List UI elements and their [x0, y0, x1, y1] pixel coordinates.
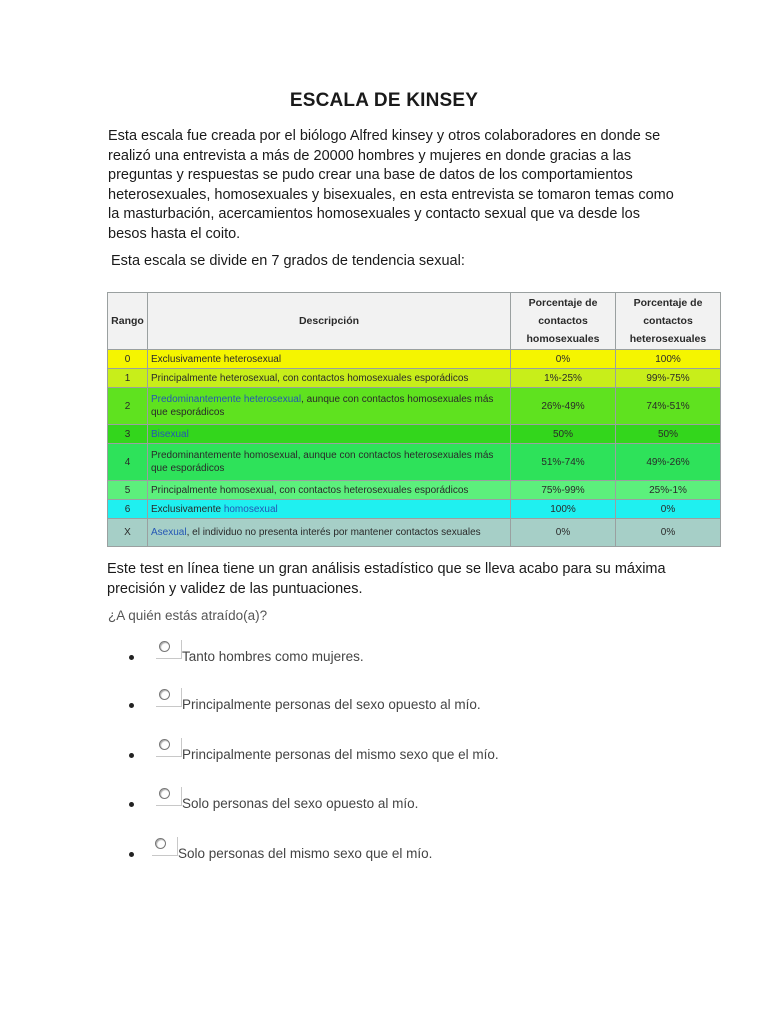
cell-rango: X [108, 519, 148, 547]
cell-descripcion [148, 500, 511, 519]
radio-button[interactable] [156, 787, 182, 806]
cell-rango: 1 [108, 369, 148, 388]
option-label: Principalmente personas del mismo sexo que el mío. [182, 747, 499, 762]
list-item [0, 796, 600, 820]
cell-rango: 3 [108, 425, 148, 444]
kinsey-table [107, 292, 721, 547]
radio-circle-icon [159, 788, 170, 799]
table-row [108, 519, 721, 547]
bullet-icon [129, 802, 134, 807]
desc-link[interactable]: homosexual [223, 503, 278, 515]
grades-paragraph: Esta escala se divide en 7 grados de tendencia sexual: [111, 253, 465, 269]
desc-link[interactable]: Asexual [151, 527, 187, 538]
header-rango: Rango [108, 293, 148, 350]
after-table-paragraph: Este test en línea tiene un gran análisis estadístico que se lleva acabo para su máxima precisión y validez de las puntuaciones. [107, 561, 666, 597]
option-label: Principalmente personas del sexo opuesto al mío. [182, 697, 481, 712]
desc-text: , el individuo no presenta interés por mantener contactos sexuales [186, 527, 481, 538]
desc-text: , aunque con contactos homosexuales más que esporádicos [151, 394, 494, 418]
desc-text: Principalmente homosexual, con contactos heterosexuales esporádicos [151, 484, 469, 496]
cell-homo: 100% [511, 500, 616, 519]
intro-paragraph: Esta escala fue creada por el biólogo Alfred kinsey y otros colaboradores en donde se realizó una entrevista a más de 20000 hombres y mujeres en donde gracias a las preguntas y respuestas se pudo crear una base de datos de los comportamientos heterosexuales, homosexuales y bisexuales, en esta entrevista se tomaron temas como la masturbación, acercamientos homosexuales y contacto sexual que va desde los besos hasta el coito. [108, 128, 674, 242]
document-title: ESCALA DE KINSEY [289, 90, 479, 111]
radio-button[interactable] [152, 837, 178, 856]
cell-rango: 2 [108, 388, 148, 425]
desc-link[interactable]: Bisexual [151, 428, 189, 440]
cell-descripcion [148, 481, 511, 500]
header-hetero: Porcentaje de contactos heterosexuales [616, 293, 721, 350]
cell-homo: 75%-99% [511, 481, 616, 500]
table-row [108, 369, 721, 388]
cell-homo: 50% [511, 425, 616, 444]
radio-circle-icon [159, 739, 170, 750]
cell-hetero: 74%-51% [616, 388, 721, 425]
cell-homo: 26%-49% [511, 388, 616, 425]
option-label: Solo personas del mismo sexo que el mío. [178, 846, 433, 861]
radio-button[interactable] [156, 688, 182, 707]
bullet-icon [129, 852, 134, 857]
option-label: Tanto hombres como mujeres. [182, 649, 364, 664]
cell-hetero: 100% [616, 350, 721, 369]
table-row [108, 500, 721, 519]
cell-rango: 4 [108, 444, 148, 481]
table-row [108, 388, 721, 425]
quiz-question: ¿A quién estás atraído(a)? [108, 608, 268, 623]
desc-text: Predominantemente homosexual, aunque con contactos heterosexuales más que esporádicos [151, 450, 494, 474]
cell-hetero: 0% [616, 500, 721, 519]
cell-descripcion [148, 444, 511, 481]
cell-hetero: 0% [616, 519, 721, 547]
table-row [108, 481, 721, 500]
list-item [0, 747, 600, 771]
cell-descripcion [148, 388, 511, 425]
cell-rango: 6 [108, 500, 148, 519]
cell-hetero: 25%-1% [616, 481, 721, 500]
radio-circle-icon [159, 689, 170, 700]
radio-button[interactable] [156, 738, 182, 757]
list-item [0, 697, 600, 721]
radio-circle-icon [159, 641, 170, 652]
list-item [0, 649, 600, 673]
table-row [108, 425, 721, 444]
cell-hetero: 50% [616, 425, 721, 444]
bullet-icon [129, 655, 134, 660]
cell-rango: 0 [108, 350, 148, 369]
list-item [0, 846, 600, 870]
bullet-icon [129, 753, 134, 758]
desc-text: Exclusivamente heterosexual [151, 353, 282, 365]
cell-descripcion [148, 425, 511, 444]
cell-homo: 0% [511, 350, 616, 369]
cell-descripcion [148, 350, 511, 369]
table-row [108, 350, 721, 369]
cell-rango: 5 [108, 481, 148, 500]
header-descripcion: Descripción [148, 293, 511, 350]
cell-descripcion [148, 519, 511, 547]
desc-text: Principalmente heterosexual, con contactos homosexuales esporádicos [151, 372, 469, 384]
option-label: Solo personas del sexo opuesto al mío. [182, 796, 419, 811]
desc-text: Exclusivamente [151, 503, 224, 515]
table-header-row [108, 293, 721, 350]
cell-descripcion [148, 369, 511, 388]
table-body [108, 350, 721, 547]
header-homo: Porcentaje de contactos homosexuales [511, 293, 616, 350]
desc-link[interactable]: Predominantemente heterosexual [151, 394, 302, 405]
cell-hetero: 49%-26% [616, 444, 721, 481]
cell-homo: 1%-25% [511, 369, 616, 388]
cell-homo: 51%-74% [511, 444, 616, 481]
radio-button[interactable] [156, 640, 182, 659]
cell-hetero: 99%-75% [616, 369, 721, 388]
bullet-icon [129, 703, 134, 708]
radio-circle-icon [155, 838, 166, 849]
table-row [108, 444, 721, 481]
cell-homo: 0% [511, 519, 616, 547]
